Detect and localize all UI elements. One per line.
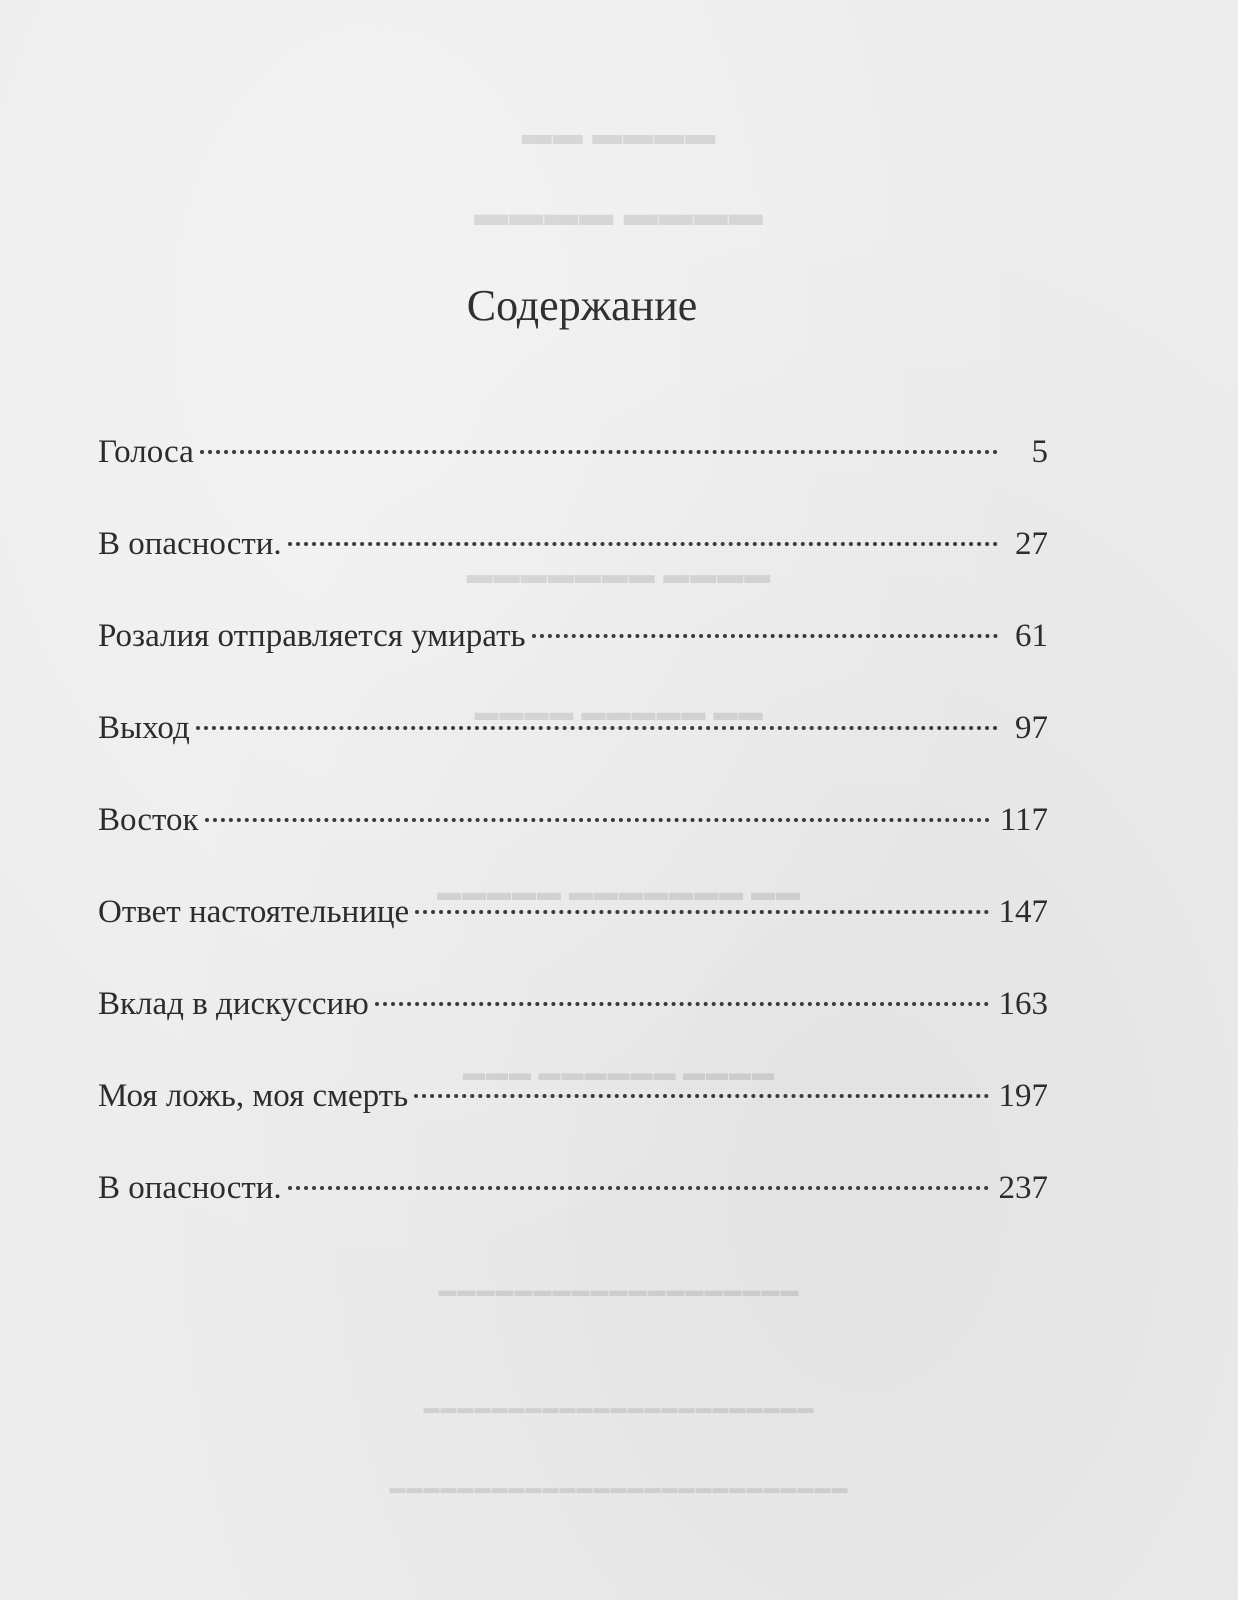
toc-entry-title: Розалия отправляется умирать bbox=[98, 618, 526, 654]
bleed-through-text: ▬▬▬▬▬▬▬▬▬▬▬▬▬▬▬▬▬▬▬▬▬▬▬▬▬▬▬ bbox=[389, 1480, 849, 1497]
toc-leader-dots bbox=[415, 910, 988, 914]
toc-entry-page: 163 bbox=[998, 986, 1048, 1022]
toc-entry-title: Выход bbox=[98, 710, 190, 746]
toc-leader-dots bbox=[288, 542, 998, 546]
toc-leader-dots bbox=[205, 818, 990, 822]
toc-entry bbox=[98, 710, 1048, 802]
bleed-through-text: ▬▬▬▬▬▬▬▬▬▬▬▬▬▬▬▬▬▬▬ bbox=[438, 1280, 800, 1300]
toc-leader-dots bbox=[375, 1002, 989, 1006]
bleed-through-text: ▬▬▬▬ ▬▬▬▬ bbox=[474, 196, 764, 233]
toc-entry-page: 147 bbox=[998, 894, 1048, 930]
toc-entry-title: В опасности. bbox=[98, 526, 282, 562]
toc-entry-page: 61 bbox=[1015, 618, 1048, 654]
toc-entry bbox=[98, 1170, 1048, 1262]
bleed-through-text: ▬▬▬▬▬▬▬▬▬▬▬▬▬▬▬▬▬▬▬▬▬▬▬ bbox=[423, 1400, 815, 1417]
bleed-through-text: ▬▬▬▬▬ ▬▬▬▬▬▬▬ ▬▬ bbox=[437, 880, 801, 906]
toc-entry-page: 237 bbox=[998, 1170, 1048, 1206]
toc-entry-page: 27 bbox=[1015, 526, 1048, 562]
toc-entry bbox=[98, 986, 1048, 1078]
toc-entry-title: В опасности. bbox=[98, 1170, 282, 1206]
toc-leader-dots bbox=[414, 1094, 988, 1098]
toc-entry bbox=[98, 802, 1048, 894]
toc-entry-page: 5 bbox=[1031, 434, 1048, 470]
toc-entry-page: 197 bbox=[998, 1078, 1048, 1114]
table-of-contents bbox=[98, 434, 1048, 1262]
toc-entry-title: Моя ложь, моя смерть bbox=[98, 1078, 409, 1114]
page-title: Содержание bbox=[466, 281, 698, 330]
bleed-through-text: ▬▬ ▬▬▬▬ bbox=[521, 118, 717, 151]
toc-entry-title: Ответ настоятельнице bbox=[98, 894, 410, 930]
bleed-through-text: ▬▬▬▬ ▬▬▬▬▬ ▬▬ bbox=[474, 700, 764, 726]
toc-leader-dots bbox=[288, 1186, 989, 1190]
toc-entry bbox=[98, 434, 1048, 526]
toc-entry bbox=[98, 526, 1048, 618]
bleed-through-text: ▬▬▬▬▬▬▬ ▬▬▬▬ bbox=[466, 560, 772, 589]
toc-leader-dots bbox=[200, 450, 998, 454]
toc-entry bbox=[98, 618, 1048, 710]
toc-leader-dots bbox=[196, 726, 998, 730]
toc-entry-title: Вклад в дискуссию bbox=[98, 986, 369, 1022]
toc-entry-page: 97 bbox=[1015, 710, 1048, 746]
toc-entry-title: Восток bbox=[98, 802, 199, 838]
toc-entry-title: Голоса bbox=[98, 434, 194, 470]
toc-leader-dots bbox=[532, 634, 998, 638]
toc-entry-page: 117 bbox=[999, 802, 1048, 838]
toc-entry bbox=[98, 1078, 1048, 1170]
toc-entry bbox=[98, 894, 1048, 986]
bleed-through-text: ▬▬▬ ▬▬▬▬▬▬ ▬▬▬▬ bbox=[463, 1060, 775, 1085]
